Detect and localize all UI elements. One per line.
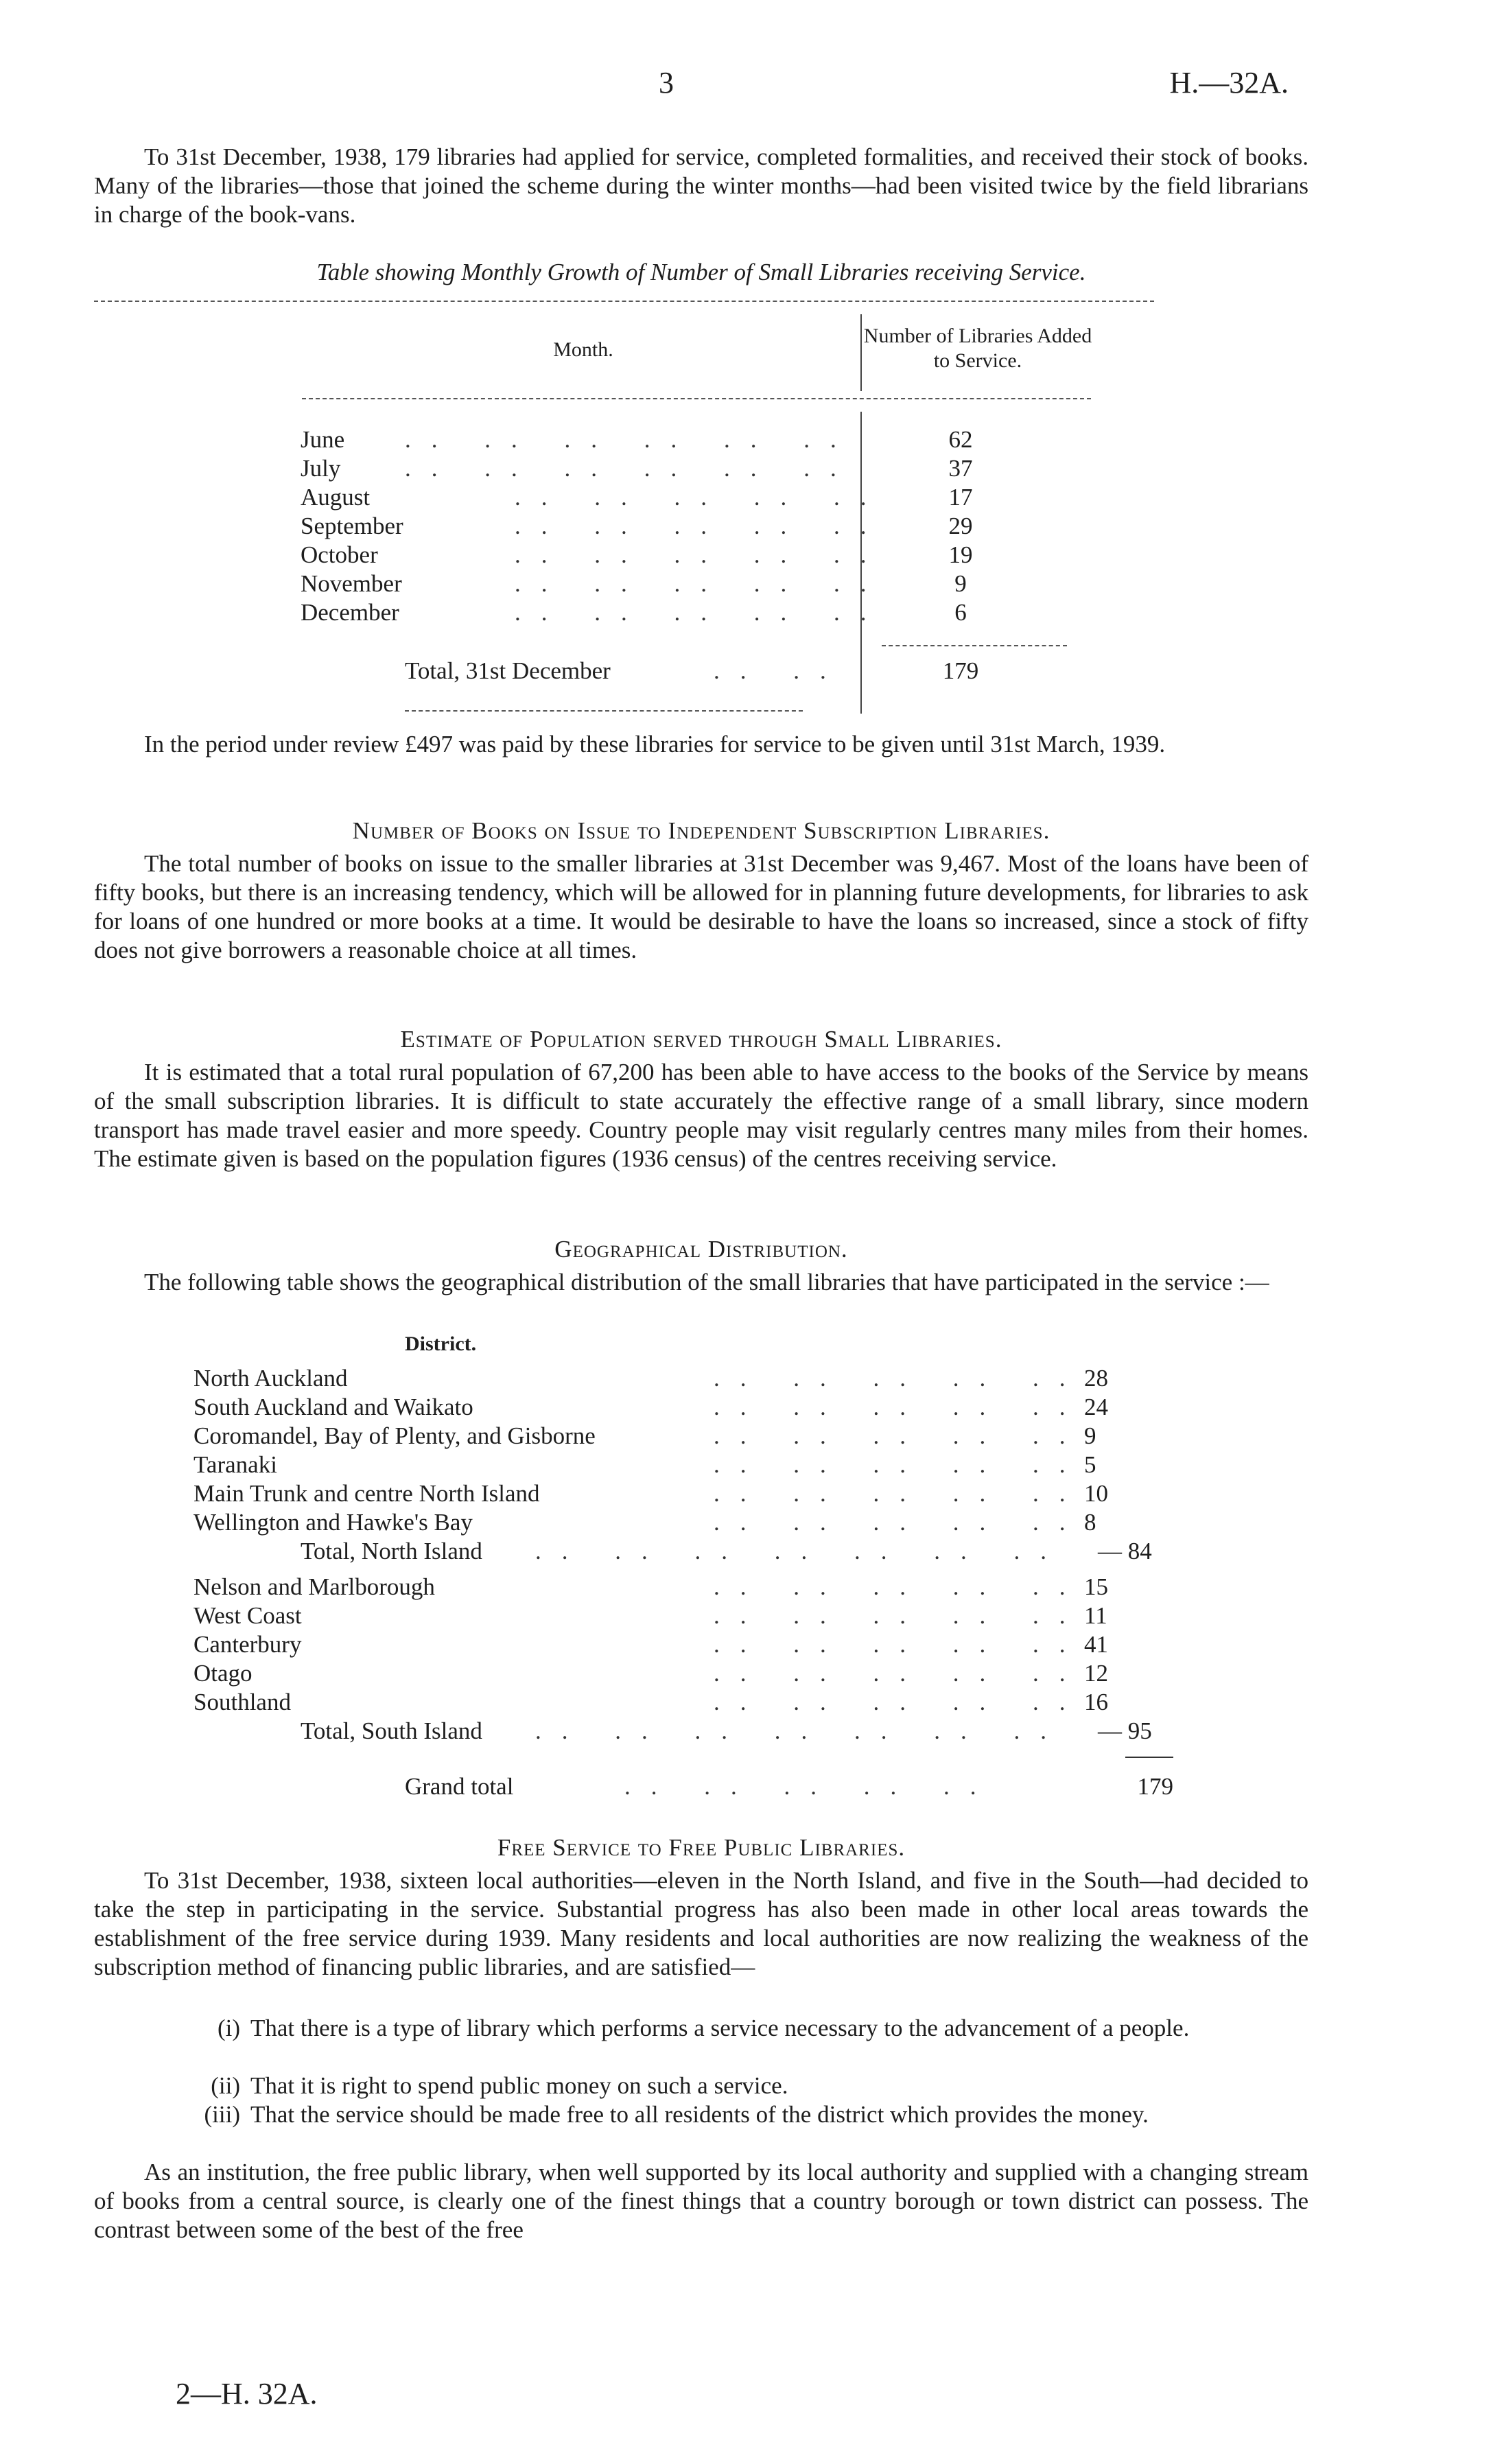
- district-label: South Auckland and Waikato: [193, 1394, 473, 1420]
- col-header-month: Month.: [553, 338, 613, 361]
- footer-signature: 2—H. 32A.: [176, 2377, 318, 2410]
- month-dots: .. .. .. .. ..: [515, 484, 887, 511]
- district-dots: .. .. .. .. ..: [714, 1573, 1086, 1600]
- header-bottom-rule: [302, 398, 1091, 399]
- district-label: Southland: [193, 1689, 291, 1715]
- list-item-1: [192, 2014, 1307, 2043]
- district-label: Nelson and Marlborough: [193, 1573, 435, 1600]
- month-dots: .. .. .. .. ..: [515, 541, 887, 568]
- month-label: November: [301, 570, 402, 597]
- district-value: 12: [1084, 1660, 1108, 1687]
- monthly-total-value: 179: [942, 657, 979, 684]
- period-paragraph: In the period under review £497 was paid by these libraries for service to be given until 31st March, 1939.: [144, 731, 1166, 758]
- list-text: That the service should be made free to all residents of the district which provides the money.: [250, 2101, 1149, 2128]
- month-dots: .. .. .. .. ..: [515, 570, 887, 597]
- month-label: June: [301, 426, 345, 453]
- district-dots: .. .. .. .. ..: [714, 1631, 1086, 1658]
- district-value: 5: [1084, 1451, 1096, 1478]
- month-value: 37: [948, 455, 973, 482]
- district-value: 9: [1084, 1422, 1096, 1449]
- month-label: September: [301, 513, 403, 539]
- month-dots: .. .. .. .. ..: [515, 513, 887, 539]
- district-dots: .. .. .. .. ..: [714, 1602, 1086, 1629]
- district-value: 15: [1084, 1573, 1108, 1600]
- free-service-closing: As an institution, the free public library, when well supported by its local authority and supplied with a changing stream of books from a central source, is clearly one of the finest things that a country borough or town district can possess. The contrast between some of the best of the free: [94, 2159, 1308, 2243]
- month-label: July: [301, 455, 341, 482]
- list-text: That it is right to spend public money on such a service.: [250, 2072, 788, 2099]
- grand-total-value: 179: [1137, 1773, 1173, 1800]
- district-dots: .. .. .. .. ..: [714, 1365, 1086, 1392]
- month-dots: .. .. .. .. ..: [515, 599, 887, 626]
- month-value: 62: [948, 426, 973, 453]
- month-value: 17: [948, 484, 973, 511]
- geo-section-intro: The following table shows the geographical distribution of the small libraries that have participated in the service :—: [144, 1269, 1269, 1295]
- books-section-text: The total number of books on issue to the smaller libraries at 31st December was 9,467. Most of the loans have been of fifty books, but there is an increasing tendency, which will be allowed for in planning future developments, for libraries to ask for loans of one hundred or more books at a time. It would be desirable to have the loans so increased, since a stock of fifty does not give borrowers a reasonable choice at all times.: [94, 850, 1308, 963]
- district-value: 10: [1084, 1480, 1108, 1507]
- north-total-dots: .. .. .. .. .. .. ..: [535, 1538, 1067, 1564]
- free-service-text: To 31st December, 1938, sixteen local authorities—eleven in the North Island, and five in the South—had decided to take the step in participating in the service. Substantial progress has also been made in other local areas towards the establishment of the free service during 1939. Many residents and local authorities are now realizing the weakness of the subscription method of financing public libraries, and are satisfied—: [94, 1867, 1308, 1980]
- header-vertical-rule: [860, 314, 862, 391]
- grand-total-label: Grand total: [405, 1773, 514, 1800]
- intro-paragraph: To 31st December, 1938, 179 libraries had applied for service, completed formalities, and received their stock of books. Many of the libraries—those that joined the scheme during the winter months—had been visited twice by the field librarians in charge of the book-vans.: [94, 143, 1308, 228]
- grand-total-dots: .. .. .. .. ..: [624, 1773, 997, 1800]
- district-value: 11: [1084, 1602, 1107, 1629]
- district-dots: .. .. .. .. ..: [714, 1480, 1086, 1507]
- month-dots: .. .. .. .. .. ..: [405, 426, 857, 453]
- district-label: Taranaki: [193, 1451, 277, 1478]
- col-header-district: District.: [405, 1333, 477, 1355]
- list-marker: (ii): [211, 2072, 240, 2099]
- month-value: 6: [954, 599, 967, 626]
- col-header-number: Number of Libraries Added to Service.: [863, 325, 1092, 372]
- month-value: 19: [948, 541, 973, 568]
- grand-total-rule: [1125, 1757, 1173, 1758]
- document-code: H.—32A.: [1169, 66, 1289, 99]
- free-service-heading: Free Service to Free Public Libraries.: [497, 1834, 906, 1861]
- table-bottom-rule: [405, 710, 803, 712]
- district-label: Otago: [193, 1660, 253, 1687]
- month-dots: .. .. .. .. .. ..: [405, 455, 857, 482]
- total-rule: [882, 645, 1067, 646]
- district-dots: .. .. .. .. ..: [714, 1689, 1086, 1715]
- list-text: That there is a type of library which performs a service necessary to the advancement of a people.: [250, 2015, 1190, 2041]
- district-dots: .. .. .. .. ..: [714, 1422, 1086, 1449]
- monthly-total-dots: .. ..: [714, 657, 847, 684]
- population-section-text: It is estimated that a total rural population of 67,200 has been able to have access to the books of the Service by means of the small subscription libraries. It is difficult to state accurately the effective range of a small library, since modern transport has made travel easier and more speedy. Country people may visit regularly centres many miles from their homes. The estimate given is based on the population figures (1936 census) of the centres receiving service.: [94, 1059, 1308, 1172]
- monthly-total-label: Total, 31st December: [405, 657, 611, 684]
- district-label: North Auckland: [193, 1365, 348, 1392]
- district-value: 41: [1084, 1631, 1108, 1658]
- district-dots: .. .. .. .. ..: [714, 1394, 1086, 1420]
- district-dots: .. .. .. .. ..: [714, 1509, 1086, 1536]
- table-top-rule: [94, 301, 1154, 302]
- list-item-2: [192, 2072, 1307, 2100]
- district-label: Main Trunk and centre North Island: [193, 1480, 540, 1507]
- page-number: 3: [659, 66, 674, 99]
- north-total-label: Total, North Island: [301, 1538, 482, 1564]
- list-marker: (i): [217, 2015, 240, 2041]
- district-value: 28: [1084, 1365, 1108, 1392]
- south-total-value: — 95: [1098, 1717, 1152, 1744]
- district-label: Coromandel, Bay of Plenty, and Gisborne: [193, 1422, 596, 1449]
- month-label: August: [301, 484, 371, 511]
- north-total-value: — 84: [1098, 1538, 1152, 1564]
- district-value: 8: [1084, 1509, 1096, 1536]
- south-total-dots: .. .. .. .. .. .. ..: [535, 1717, 1067, 1744]
- month-value: 9: [954, 570, 967, 597]
- books-section-heading: Number of Books on Issue to Independent Subscription Libraries.: [352, 817, 1050, 844]
- district-value: 16: [1084, 1689, 1108, 1715]
- south-total-label: Total, South Island: [301, 1717, 482, 1744]
- month-label: December: [301, 599, 399, 626]
- population-section-heading: Estimate of Population served through Small Libraries.: [400, 1026, 1002, 1053]
- list-item-3: [192, 2100, 1307, 2129]
- district-dots: .. .. .. .. ..: [714, 1451, 1086, 1478]
- district-label: Wellington and Hawke's Bay: [193, 1509, 473, 1536]
- month-label: October: [301, 541, 378, 568]
- list-marker: (iii): [204, 2101, 240, 2128]
- district-value: 24: [1084, 1394, 1108, 1420]
- district-label: Canterbury: [193, 1631, 302, 1658]
- month-value: 29: [948, 513, 973, 539]
- monthly-table-caption: Table showing Monthly Growth of Number of Small Libraries receiving Service.: [316, 259, 1086, 285]
- geo-section-heading: Geographical Distribution.: [554, 1236, 848, 1263]
- district-label: West Coast: [193, 1602, 302, 1629]
- district-dots: .. .. .. .. ..: [714, 1660, 1086, 1687]
